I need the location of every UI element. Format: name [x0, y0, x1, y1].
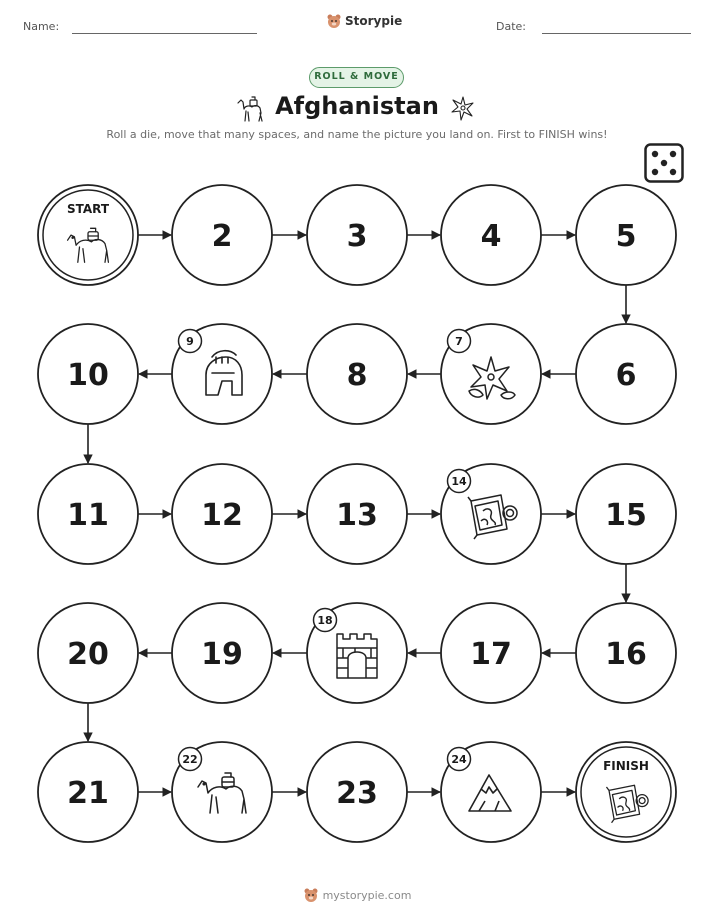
space-number: 3 — [346, 219, 368, 254]
board-space-3 — [307, 185, 407, 285]
board-space-7 — [441, 324, 541, 424]
board-space-20 — [38, 603, 138, 703]
space-number: 17 — [470, 637, 512, 672]
board-space-24 — [441, 742, 541, 842]
svg-text:14: 14 — [451, 475, 467, 488]
board-space-1 — [38, 185, 138, 285]
board-space-9 — [172, 324, 272, 424]
board-space-18 — [307, 603, 407, 703]
footer — [0, 887, 714, 903]
board-space-16 — [576, 603, 676, 703]
game-type-badge: ROLL & MOVE — [309, 67, 404, 88]
space-number: 5 — [615, 219, 637, 254]
board-space-15 — [576, 464, 676, 564]
space-number-badge — [179, 748, 202, 771]
board-space-14 — [441, 464, 541, 564]
board-space-19 — [172, 603, 272, 703]
space-number: 19 — [201, 637, 243, 672]
page-title: Afghanistan — [275, 92, 439, 120]
bear-logo-icon — [303, 887, 319, 903]
board-space-8 — [307, 324, 407, 424]
space-number: 16 — [605, 637, 647, 672]
svg-text:18: 18 — [317, 614, 333, 627]
space-number: 4 — [480, 219, 502, 254]
board-space-13 — [307, 464, 407, 564]
start-label: START — [66, 202, 110, 216]
space-number: 8 — [346, 358, 368, 393]
date-label: Date: — [496, 20, 526, 33]
space-number: 13 — [336, 498, 378, 533]
board-space-4 — [441, 185, 541, 285]
space-number-badge — [314, 609, 337, 632]
name-label: Name: — [23, 20, 60, 33]
board-space-6 — [576, 324, 676, 424]
board-space-17 — [441, 603, 541, 703]
space-number: 11 — [67, 498, 109, 533]
instructions-text: Roll a die, move that many spaces, and name the picture you land on. First to FINISH wins! — [106, 128, 608, 141]
svg-text:7: 7 — [455, 335, 463, 348]
board-space-11 — [38, 464, 138, 564]
space-number-badge — [179, 330, 202, 353]
space-number: 21 — [67, 776, 109, 811]
brand-name: Storypie — [345, 14, 403, 28]
space-number-badge — [448, 748, 471, 771]
svg-text:24: 24 — [451, 753, 467, 766]
board-space-5 — [576, 185, 676, 285]
space-number: 10 — [67, 358, 109, 393]
svg-text:22: 22 — [182, 753, 198, 766]
space-number-badge — [448, 330, 471, 353]
board-space-21 — [38, 742, 138, 842]
board-space-10 — [38, 324, 138, 424]
space-number: 23 — [336, 776, 378, 811]
board-space-12 — [172, 464, 272, 564]
space-number: 20 — [67, 637, 109, 672]
space-number: 12 — [201, 498, 243, 533]
space-number: 15 — [605, 498, 647, 533]
finish-label: FINISH — [603, 759, 649, 773]
board-space-25 — [576, 742, 676, 842]
footer-url: mystorypie.com — [322, 888, 412, 902]
svg-text:9: 9 — [186, 335, 194, 348]
board-space-22 — [172, 742, 272, 842]
space-number: 2 — [211, 219, 233, 254]
space-number: 6 — [615, 358, 637, 393]
board-space-2 — [172, 185, 272, 285]
space-number-badge — [448, 470, 471, 493]
board-space-23 — [307, 742, 407, 842]
